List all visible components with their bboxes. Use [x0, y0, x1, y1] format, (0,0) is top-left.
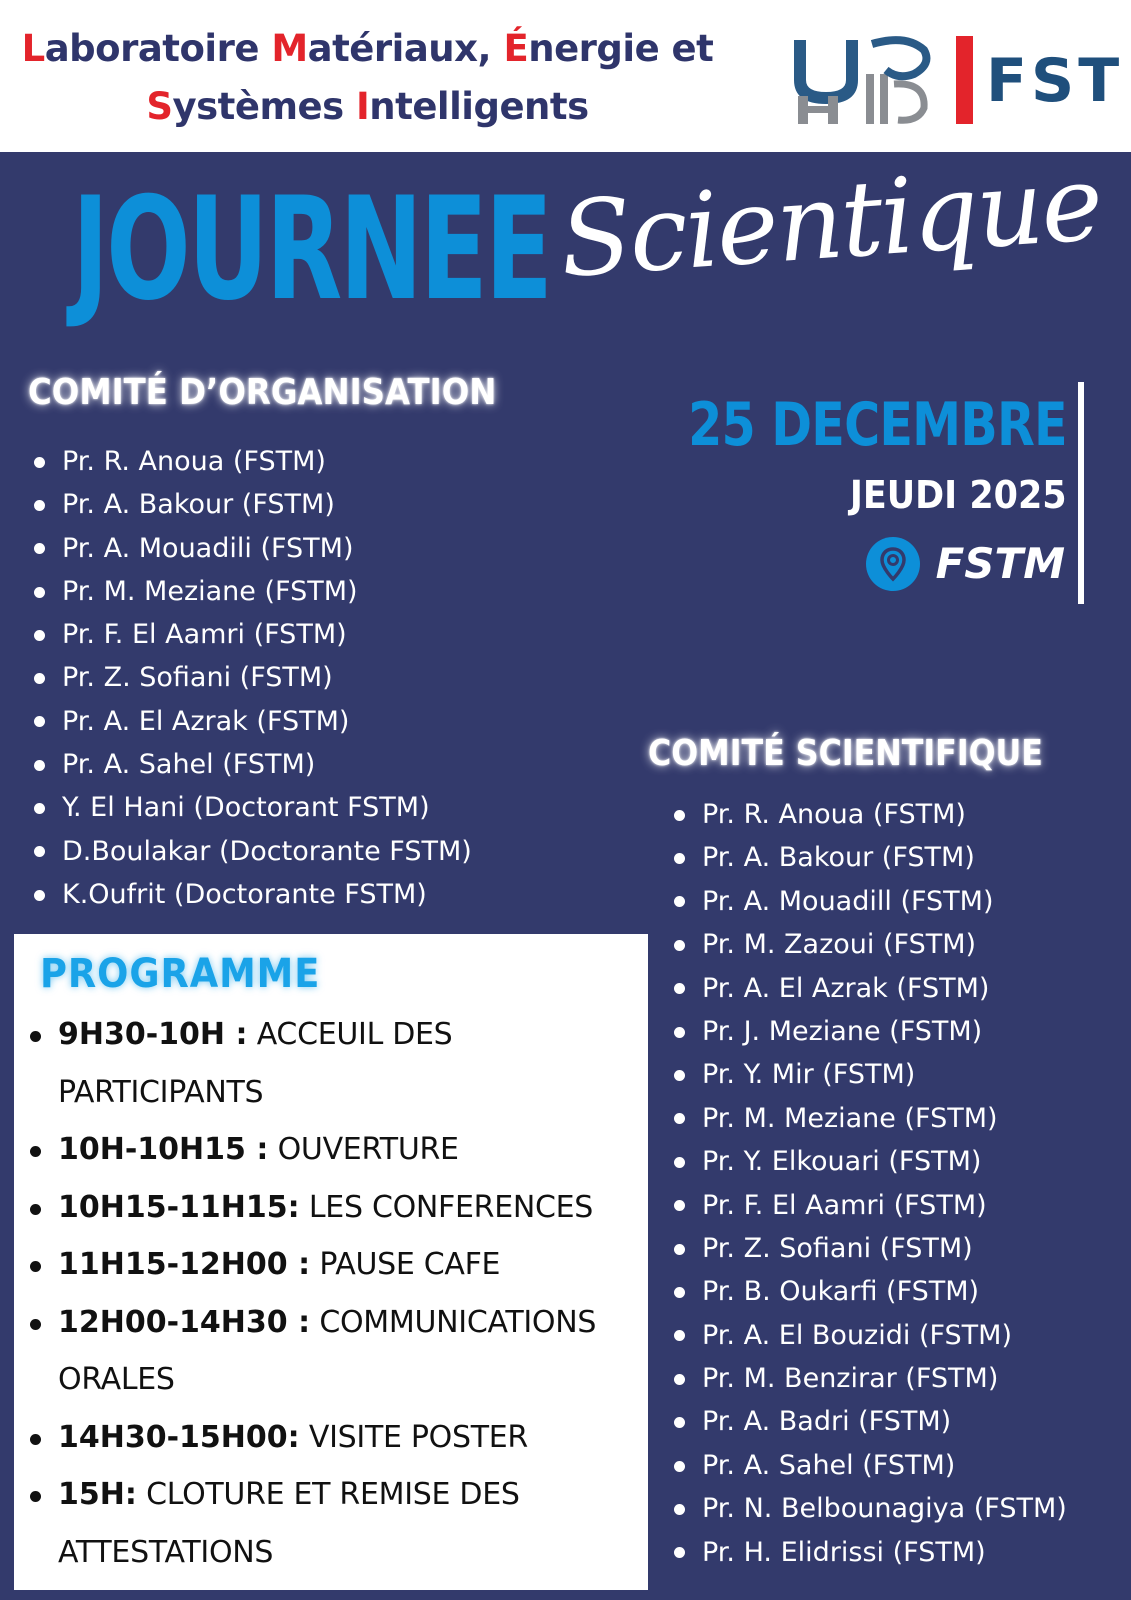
list-item: Pr. A. Badri (FSTM)	[674, 1400, 1067, 1443]
programme-box	[14, 934, 648, 1590]
lab-title-text: nergie et	[528, 27, 714, 70]
event-date: 25 DECEMBRE	[688, 390, 1067, 460]
fst-logo: FST	[986, 46, 1124, 116]
list-item: Pr. A. Bakour (FSTM)	[674, 836, 1067, 879]
programme-time: 10H15-11H15:	[58, 1189, 300, 1225]
event-day-year: JEUDI 2025	[850, 473, 1067, 517]
list-item: Pr. J. Meziane (FSTM)	[674, 1010, 1067, 1053]
list-item: Pr. F. El Aamri (FSTM)	[674, 1184, 1067, 1227]
programme-time: 14H30-15H00:	[58, 1419, 300, 1455]
date-divider	[1078, 382, 1084, 604]
list-item: Pr. A. Mouadili (FSTM)	[34, 527, 472, 570]
university-logo-icon	[786, 34, 932, 126]
list-item: Y. El Hani (Doctorant FSTM)	[34, 786, 472, 829]
programme-desc: COMMUNICATIONS ORALES	[58, 1304, 597, 1397]
event-location	[866, 536, 1065, 592]
list-item: Pr. A. El Azrak (FSTM)	[34, 700, 472, 743]
organisation-list	[34, 440, 472, 916]
list-item: Pr. R. Anoua (FSTM)	[34, 440, 472, 483]
programme-time: 10H-10H15 :	[58, 1132, 269, 1167]
list-item: Pr. Y. Elkouari (FSTM)	[674, 1140, 1067, 1183]
list-item: Pr. A. El Bouzidi (FSTM)	[674, 1314, 1067, 1357]
programme-item	[30, 1006, 642, 1121]
programme-item	[30, 1294, 642, 1409]
programme-time: 11H15-12H00 :	[58, 1247, 311, 1282]
list-item: K.Oufrit (Doctorante FSTM)	[34, 873, 472, 916]
lab-title-text: atériaux,	[307, 27, 504, 70]
lab-title-line2	[0, 78, 735, 136]
lab-title-text: ntelligents	[369, 85, 589, 128]
programme-desc: CLOTURE ET REMISE DES ATTESTATIONS	[58, 1477, 520, 1570]
programme-item	[30, 1121, 642, 1179]
list-item: Pr. Y. Mir (FSTM)	[674, 1053, 1067, 1096]
lab-title-initial: L	[21, 27, 45, 70]
lab-title-initial: M	[271, 27, 308, 70]
map-pin-icon	[866, 537, 920, 591]
programme-list	[30, 1006, 642, 1581]
organisation-heading: COMITÉ D’ORGANISATION	[28, 372, 497, 413]
programme-desc: VISITE POSTER	[299, 1419, 528, 1455]
programme-desc: ACCEUIL DES PARTICIPANTS	[58, 1017, 453, 1110]
programme-item	[30, 1409, 642, 1467]
programme-time: 9H30-10H :	[58, 1017, 248, 1052]
list-item: D.Boulakar (Doctorante FSTM)	[34, 830, 472, 873]
list-item: Pr. B. Oukarfi (FSTM)	[674, 1270, 1067, 1313]
lab-title-text: aboratoire	[44, 27, 272, 70]
list-item: Pr. A. Sahel (FSTM)	[34, 743, 472, 786]
programme-desc: OUVERTURE	[268, 1132, 459, 1167]
programme-item	[30, 1236, 642, 1294]
list-item: Pr. M. Benzirar (FSTM)	[674, 1357, 1067, 1400]
list-item: Pr. A. Bakour (FSTM)	[34, 483, 472, 526]
programme-item	[30, 1179, 642, 1237]
lab-title-initial: S	[146, 85, 173, 128]
lab-title-initial: I	[356, 85, 370, 128]
location-name: FSTM	[935, 539, 1065, 588]
programme-heading: PROGRAMME	[40, 951, 321, 997]
scientific-list	[674, 793, 1067, 1574]
list-item: Pr. A. El Azrak (FSTM)	[674, 967, 1067, 1010]
list-item: Pr. Z. Sofiani (FSTM)	[34, 656, 472, 699]
list-item: Pr. M. Meziane (FSTM)	[674, 1097, 1067, 1140]
programme-time: 15H:	[58, 1477, 137, 1512]
list-item: Pr. R. Anoua (FSTM)	[674, 793, 1067, 836]
script-title: Scientique	[556, 141, 1105, 302]
programme-desc: PAUSE CAFE	[310, 1247, 501, 1282]
lab-title	[0, 20, 735, 136]
lab-title-initial: É	[503, 27, 529, 70]
list-item: Pr. Z. Sofiani (FSTM)	[674, 1227, 1067, 1270]
programme-time: 12H00-14H30 :	[58, 1304, 311, 1340]
header-banner	[0, 0, 1131, 152]
list-item: Pr. M. Zazoui (FSTM)	[674, 923, 1067, 966]
list-item: Pr. H. Elidrissi (FSTM)	[674, 1531, 1067, 1574]
logo-divider	[956, 36, 973, 124]
lab-title-line1	[0, 20, 735, 78]
list-item: Pr. A. Mouadill (FSTM)	[674, 880, 1067, 923]
list-item: Pr. N. Belbounagiya (FSTM)	[674, 1487, 1067, 1530]
programme-desc: LES CONFERENCES	[299, 1189, 594, 1225]
programme-item	[30, 1466, 642, 1581]
lab-title-text: ystèmes	[172, 85, 357, 128]
main-title: JOURNEE	[72, 167, 551, 332]
scientific-heading: COMITÉ SCIENTIFIQUE	[648, 733, 1043, 774]
list-item: Pr. F. El Aamri (FSTM)	[34, 613, 472, 656]
list-item: Pr. A. Sahel (FSTM)	[674, 1444, 1067, 1487]
list-item: Pr. M. Meziane (FSTM)	[34, 570, 472, 613]
